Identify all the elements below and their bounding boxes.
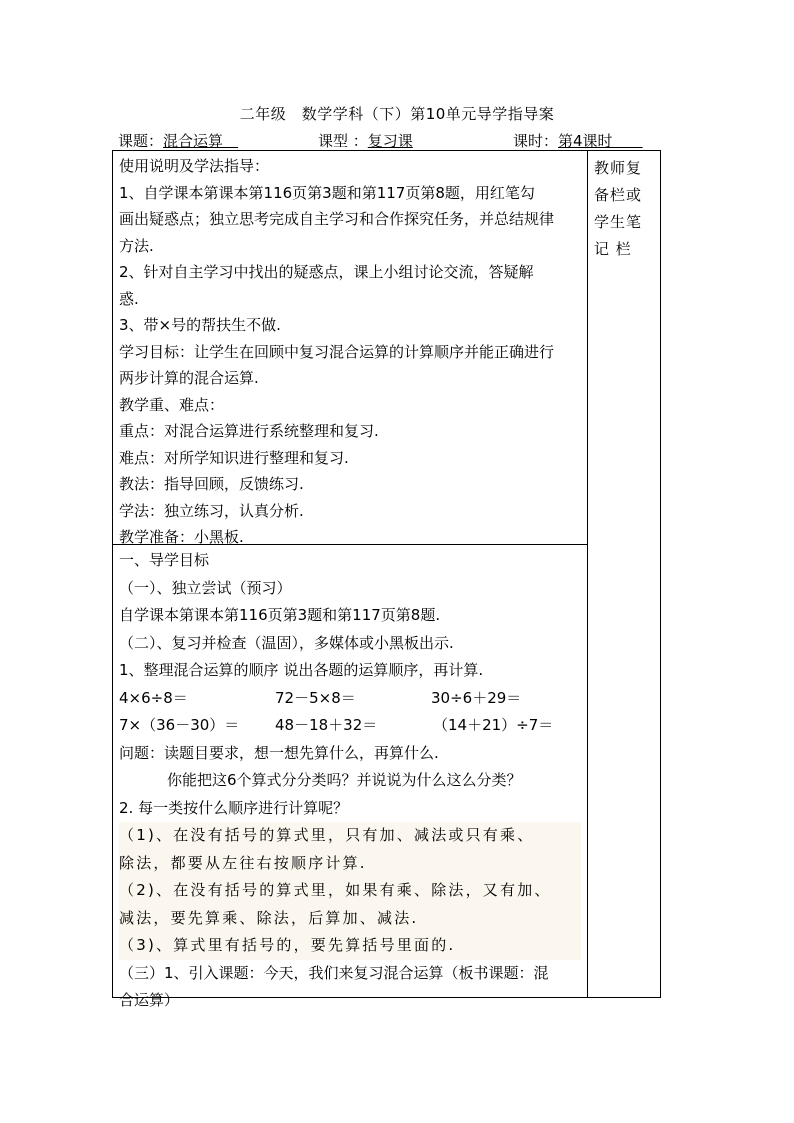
rule-line: 除法，都要从左往右按顺序计算.	[119, 850, 581, 878]
exercise-row	[119, 712, 581, 740]
difficulty-line: 难点：对所学知识进行整理和复习.	[119, 448, 349, 467]
preparation-line: 教学准备：小黑板.	[119, 528, 244, 546]
focus-heading: 教学重、难点：	[119, 395, 225, 414]
question-line: 问题：读题目要求，想一想先算什么，再算什么.	[119, 743, 439, 762]
topic-field	[118, 130, 238, 151]
type-value: 复习课	[367, 132, 413, 150]
instruction-line: 1、自学课本第课本第116页第3题和第117页第8题，用红笔勾	[119, 183, 535, 202]
instruction-line: 3、带×号的帮扶生不做.	[119, 316, 281, 334]
topic-label: 课题：	[118, 132, 164, 150]
period-label: 课时：	[513, 132, 559, 150]
instruction-line: 画出疑惑点；独立思考完成自主学习和合作探究任务，并总结规律	[119, 210, 555, 228]
period-field	[513, 130, 643, 151]
exercise-row	[119, 685, 581, 713]
side-note-line: 教师复	[594, 159, 643, 177]
side-note-line: 备栏或	[594, 186, 643, 204]
intro-line: （三）1、引入课题：今天，我们来复习混合运算（板书课题：混	[119, 963, 549, 982]
side-note-line: 记 栏	[594, 240, 632, 258]
section-heading: 一、导学目标	[119, 551, 210, 569]
subsection-heading: （二）、复习并检查（温固），多媒体或小黑板出示.	[119, 633, 454, 652]
rule-line: （2)、在没有括号的算式里，如果有乘、除法，又有加、	[119, 877, 581, 905]
rule-line: 减法，要先算乘、除法，后算加、减法.	[119, 905, 581, 933]
page-title: 二年级 数学学科（下）第10单元导学指导案	[239, 105, 555, 123]
instruction-line: 2、针对自主学习中找出的疑惑点，课上小组讨论交流，答疑解	[119, 263, 534, 281]
instruction-line: 方法.	[119, 236, 154, 255]
instruction-line: 使用说明及学法指导：	[119, 157, 270, 175]
side-note-cell	[588, 151, 661, 998]
rule-line: （1)、在没有括号的算式里，只有加、减法或只有乘、	[119, 822, 581, 850]
exercise-instruction: 1、整理混合运算的顺序 说出各题的运算顺序，再计算.	[119, 661, 484, 679]
guidance-cell	[113, 545, 588, 1009]
exercise-item: 4×6÷8＝	[119, 688, 188, 707]
side-note-line: 学生笔	[594, 213, 643, 231]
intro-line: 合运算）	[119, 991, 180, 1009]
key-point-line: 重点：对混合运算进行系统整理和复习.	[119, 422, 379, 440]
exercise-item: 48－18＋32＝	[275, 716, 378, 734]
instructions-cell	[113, 151, 588, 545]
instruction-line: 惑.	[119, 289, 139, 308]
exercise-item: 30÷6＋29＝	[431, 688, 522, 707]
teaching-method-line: 教法：指导回顾，反馈练习.	[119, 475, 304, 493]
preview-line: 自学课本第课本第116页第3题和第117页第8题.	[119, 606, 441, 624]
topic-value: 混合运算	[163, 132, 239, 150]
question-line: 你能把这6个算式分分类吗？并说说为什么这么分类？	[167, 771, 522, 789]
objective-line: 两步计算的混合运算.	[119, 369, 259, 387]
learning-method-line: 学法：独立练习，认真分析.	[119, 501, 304, 520]
exercise-item: 72－5×8＝	[275, 688, 356, 707]
subsection-heading: （一）、独立尝试（预习）	[119, 578, 292, 597]
type-field	[318, 130, 413, 151]
question-line: 2. 每一类按什么顺序进行计算呢？	[119, 798, 349, 817]
objective-line: 学习目标：让学生在回顾中复习混合运算的计算顺序并能正确进行	[119, 342, 555, 361]
period-value: 第4课时	[558, 132, 643, 150]
exercise-item: （14＋21）÷7＝	[433, 716, 554, 734]
lesson-table	[112, 150, 661, 1009]
exercise-item: 7×（36－30）＝	[119, 716, 240, 734]
rule-line: （3)、算式里有括号的，要先算括号里面的.	[119, 932, 581, 960]
type-label: 课型 ：	[318, 132, 368, 150]
